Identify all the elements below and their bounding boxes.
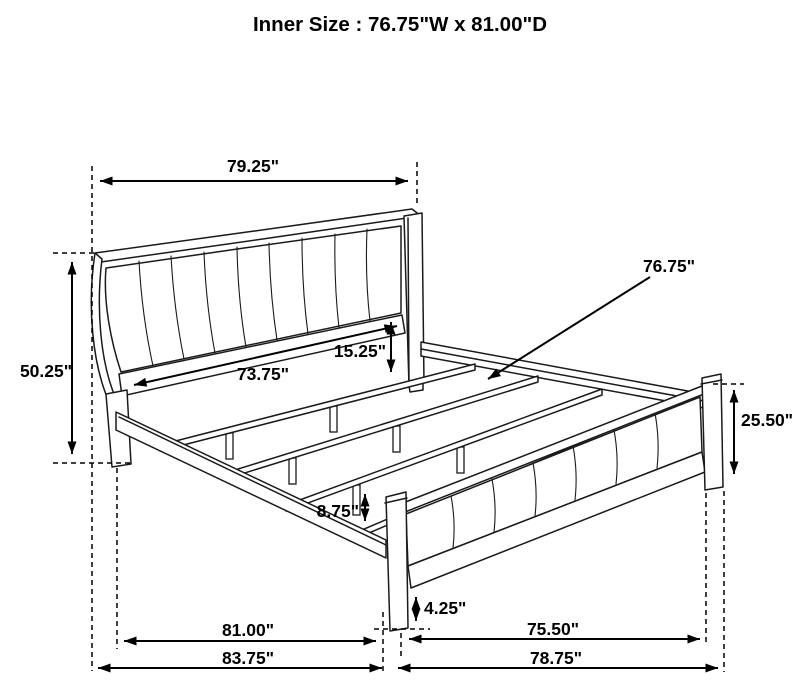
dim-label-headboard-panel-to-rail: 15.25" bbox=[333, 341, 386, 361]
dim-label-slat-width: 76.75" bbox=[642, 256, 696, 276]
dim-footboard-inner-width bbox=[409, 619, 700, 639]
dim-label-footboard-height: 25.50" bbox=[741, 410, 794, 430]
footboard-right-post bbox=[702, 374, 723, 490]
footboard-left-post bbox=[386, 492, 408, 631]
dim-inner-depth bbox=[124, 620, 376, 641]
far-side-rail-edge bbox=[421, 349, 704, 401]
dim-label-overall-depth: 83.75" bbox=[221, 648, 275, 668]
dim-overall-depth bbox=[98, 648, 382, 668]
slat-leg bbox=[330, 406, 337, 432]
dim-label-slat-leg-height: 8.75" bbox=[316, 501, 359, 521]
slat-leg bbox=[226, 433, 233, 459]
dim-footboard-height bbox=[734, 390, 793, 474]
dim-headboard-height bbox=[20, 262, 72, 454]
dim-headboard-width bbox=[100, 156, 408, 181]
dim-label-footboard-outer-width: 78.75" bbox=[529, 648, 583, 668]
dim-label-inner-depth: 81.00" bbox=[221, 620, 275, 640]
slat-leg bbox=[289, 458, 296, 484]
slat-leg bbox=[457, 447, 464, 473]
dim-footboard-outer-width bbox=[398, 648, 718, 668]
dim-label-headboard-height: 50.25" bbox=[19, 361, 73, 381]
diagram-title: Inner Size : 76.75"W x 81.00"D bbox=[252, 13, 548, 36]
dim-label-headboard-inner-width: 73.75" bbox=[236, 364, 290, 384]
dim-label-footboard-inner-width: 75.50" bbox=[526, 619, 580, 639]
slat-leg bbox=[393, 426, 400, 452]
dim-slat-width bbox=[488, 256, 695, 379]
headboard-right-post bbox=[404, 213, 424, 386]
dim-label-headboard-width: 79.25" bbox=[226, 156, 280, 176]
dim-label-footboard-leg-height: 4.25" bbox=[424, 598, 467, 618]
headboard-post-edge-line bbox=[408, 218, 409, 385]
dim-footboard-leg-height bbox=[416, 597, 466, 621]
